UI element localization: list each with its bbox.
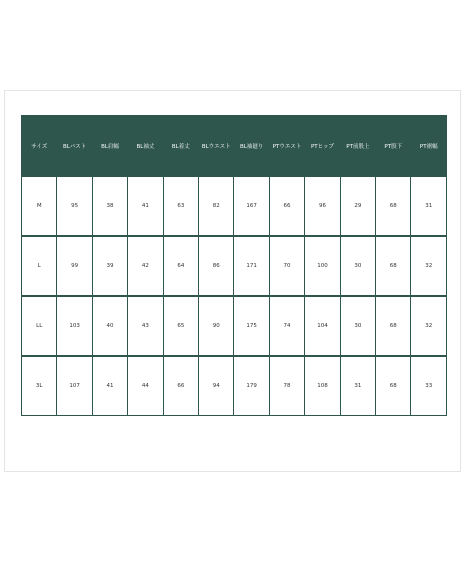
table-cell: 31 bbox=[411, 176, 447, 236]
table-cell: 32 bbox=[411, 296, 447, 356]
table-cell: 171 bbox=[234, 236, 269, 296]
header-cell: BLバスト bbox=[57, 116, 92, 177]
header-cell: PT前股上 bbox=[340, 116, 375, 177]
table-cell: 38 bbox=[92, 176, 127, 236]
size-table bbox=[21, 115, 447, 416]
table-cell: 63 bbox=[163, 176, 198, 236]
table-cell: 39 bbox=[92, 236, 127, 296]
header-cell: BL肩幅 bbox=[92, 116, 127, 177]
table-cell: 43 bbox=[128, 296, 163, 356]
size-label-cell: L bbox=[22, 236, 57, 296]
table-cell: 64 bbox=[163, 236, 198, 296]
header-cell: BL着丈 bbox=[163, 116, 198, 177]
table-cell: 33 bbox=[411, 356, 447, 416]
table-cell: 100 bbox=[305, 236, 340, 296]
table-cell: 65 bbox=[163, 296, 198, 356]
table-cell: 44 bbox=[128, 356, 163, 416]
table-cell: 41 bbox=[92, 356, 127, 416]
table-cell: 74 bbox=[269, 296, 304, 356]
table-cell: 31 bbox=[340, 356, 375, 416]
table-cell: 30 bbox=[340, 296, 375, 356]
size-label-cell: M bbox=[22, 176, 57, 236]
header-cell: BL袖丈 bbox=[128, 116, 163, 177]
table-cell: 179 bbox=[234, 356, 269, 416]
table-cell: 96 bbox=[305, 176, 340, 236]
table-cell: 68 bbox=[376, 236, 411, 296]
table-cell: 103 bbox=[57, 296, 92, 356]
header-cell: サイズ bbox=[22, 116, 57, 177]
table-cell: 95 bbox=[57, 176, 92, 236]
table-cell: 30 bbox=[340, 236, 375, 296]
table-cell: 29 bbox=[340, 176, 375, 236]
table-cell: 70 bbox=[269, 236, 304, 296]
table-cell: 68 bbox=[376, 296, 411, 356]
size-label-cell: 3L bbox=[22, 356, 57, 416]
header-cell: PT裾幅 bbox=[411, 116, 447, 177]
header-row bbox=[22, 116, 447, 177]
table-cell: 167 bbox=[234, 176, 269, 236]
table-cell: 94 bbox=[199, 356, 234, 416]
table-row bbox=[22, 356, 447, 416]
table-cell: 66 bbox=[269, 176, 304, 236]
table-cell: 68 bbox=[376, 356, 411, 416]
header-cell: BLウエスト bbox=[199, 116, 234, 177]
header-cell: PT股下 bbox=[376, 116, 411, 177]
table-cell: 82 bbox=[199, 176, 234, 236]
size-label-cell: LL bbox=[22, 296, 57, 356]
table-cell: 104 bbox=[305, 296, 340, 356]
header-cell: PTヒップ bbox=[305, 116, 340, 177]
table-row bbox=[22, 176, 447, 236]
table-cell: 175 bbox=[234, 296, 269, 356]
table-cell: 68 bbox=[376, 176, 411, 236]
table-cell: 90 bbox=[199, 296, 234, 356]
table-cell: 107 bbox=[57, 356, 92, 416]
table-row bbox=[22, 236, 447, 296]
table-cell: 42 bbox=[128, 236, 163, 296]
table-cell: 41 bbox=[128, 176, 163, 236]
table-cell: 40 bbox=[92, 296, 127, 356]
table-cell: 32 bbox=[411, 236, 447, 296]
table-row bbox=[22, 296, 447, 356]
header-cell: PTウエスト bbox=[269, 116, 304, 177]
table-cell: 78 bbox=[269, 356, 304, 416]
table-cell: 86 bbox=[199, 236, 234, 296]
table-cell: 108 bbox=[305, 356, 340, 416]
header-cell: BL袖廻り bbox=[234, 116, 269, 177]
table-cell: 66 bbox=[163, 356, 198, 416]
table-cell: 99 bbox=[57, 236, 92, 296]
